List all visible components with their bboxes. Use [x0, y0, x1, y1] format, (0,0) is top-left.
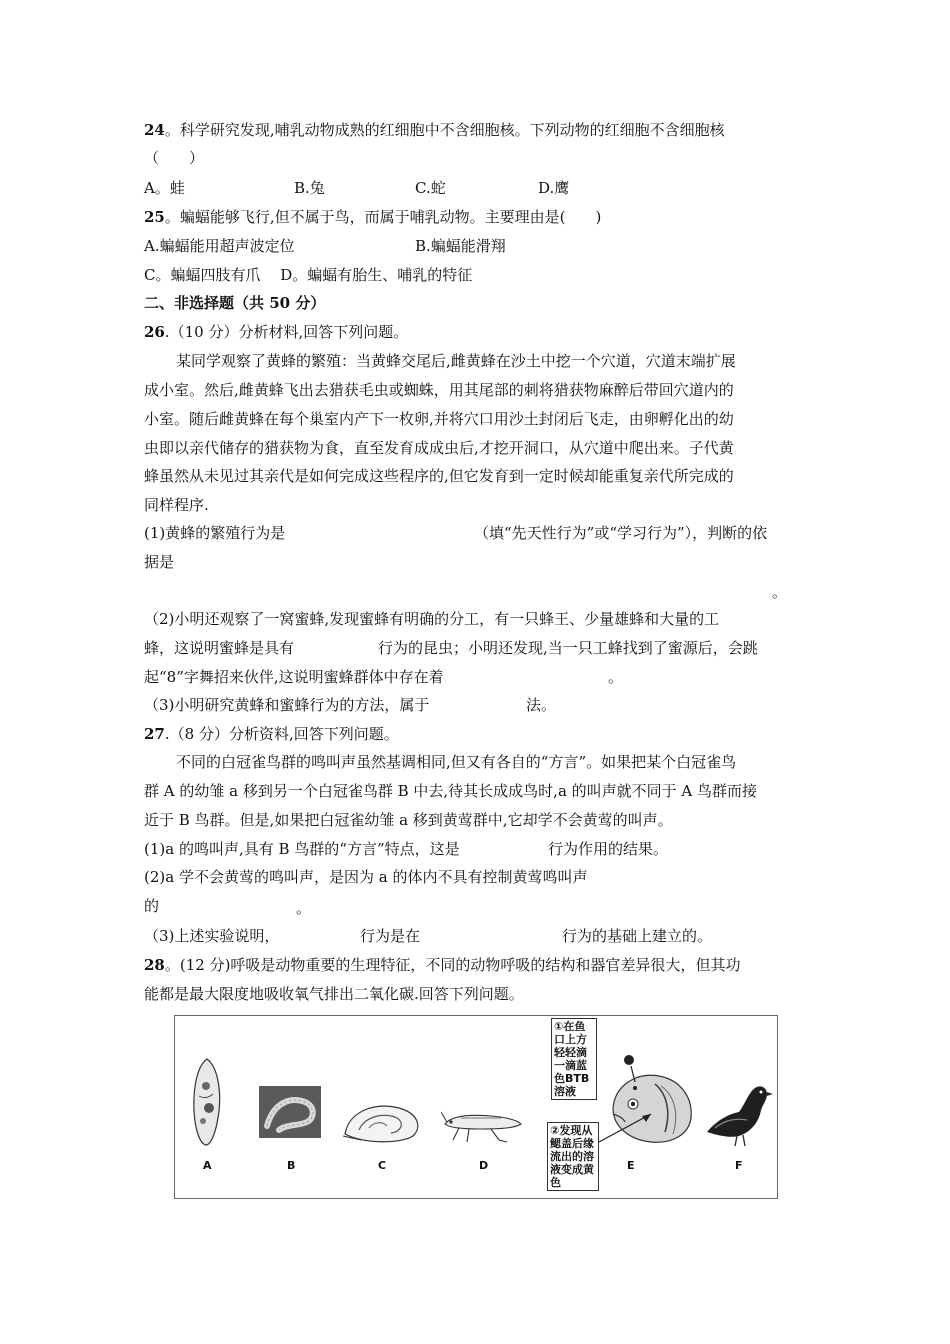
note-step2: ②发现从鳃盖后缘流出的溶液变成黄色 — [547, 1122, 599, 1191]
q27-sub3-part2: 行为是在 — [360, 927, 421, 945]
figure-label-f: F — [735, 1159, 743, 1172]
q26-sub2-line1: （2)小明还观察了一窝蜜蜂,发现蜜蜂有明确的分工，有一只蜂王、少量雄蜂和大量的工 — [144, 610, 720, 628]
q25-option-a: A.蝙蝠能用超声波定位 — [144, 237, 295, 255]
q28-head-text: 。(12 分)呼吸是动物重要的生理特征，不同的动物呼吸的结构和器官差异很大，但其功 — [164, 956, 741, 974]
grasshopper-image — [441, 1104, 525, 1146]
arrow-icon — [595, 1106, 661, 1146]
q26-material-line: 蜂虽然从未见过其亲代是如何完成这些程序的,但它发育到一定时候却能重复亲代所完成的 — [144, 467, 734, 485]
q24-option-a: A。蛙 — [144, 179, 185, 197]
q25-stem — [144, 207, 601, 227]
earthworm-image — [259, 1086, 321, 1138]
q26-sub2-line3: 起“8”字舞招来伙伴,这说明蜜蜂群体中存在着 — [144, 668, 444, 686]
q27-sub3-part1: （3)上述实验说明， — [144, 927, 280, 945]
q26-sub1-part2: （填“先天性行为”或“学习行为”），判断的依 — [474, 524, 768, 542]
q27-head — [144, 724, 399, 744]
q28-number: 28 — [144, 956, 165, 974]
q26-material-line: 某同学观察了黄蜂的繁殖：当黄蜂交尾后,雌黄蜂在沙土中挖一个穴道，穴道末端扩展 — [176, 352, 736, 370]
q27-sub2-line1: (2)a 学不会黄莺的鸣叫声，是因为 a 的体内不具有控制黄莺鸣叫声 — [144, 868, 588, 886]
figure-label-a: A — [203, 1159, 212, 1172]
q27-material-line: 不同的白冠雀鸟群的鸣叫声虽然基调相同,但又有各自的“方言”。如果把某个白冠雀鸟 — [176, 753, 737, 771]
q26-sub2-end: 。 — [608, 668, 624, 686]
q24-option-c: C.蛇 — [415, 179, 446, 197]
q27-sub2-end: 。 — [296, 899, 312, 917]
q27-sub3-part3: 行为的基础上建立的。 — [562, 927, 713, 945]
q26-head — [144, 322, 408, 342]
q26-sub3-part2: 法。 — [526, 696, 557, 714]
q25-option-cd: C。蝙蝠四肢有爪 D。蝙蝠有胎生、哺乳的特征 — [144, 266, 473, 284]
q26-sub1-part3: 据是 — [144, 553, 175, 571]
mollusc-image — [339, 1096, 425, 1146]
figure-label-c: C — [378, 1159, 387, 1172]
respiration-figure — [174, 1015, 778, 1199]
q27-number: 27 — [144, 725, 165, 743]
q26-number: 26 — [144, 323, 165, 341]
q24-option-d: D.鹰 — [538, 179, 570, 197]
q27-sub1-part2: 行为作用的结果。 — [548, 840, 669, 858]
q26-sub2-line2b: 行为的昆虫；小明还发现,当一只工蜂找到了蜜源后，会跳 — [378, 639, 758, 657]
figure-label-b: B — [287, 1159, 296, 1172]
q24-paren: （ ） — [144, 149, 205, 167]
q26-material-line: 小室。随后雌黄蜂在每个巢室内产下一枚卵,并将穴口用沙土封闭后飞走，由卵孵化出的幼 — [144, 410, 734, 428]
q24-stem — [144, 120, 725, 140]
figure-label-e: E — [627, 1159, 635, 1172]
q26-material-line: 成小室。然后,雌黄蜂飞出去猎获毛虫或蜘蛛，用其尾部的刺将猎获物麻醉后带回穴道内的 — [144, 381, 734, 399]
q26-material-line: 虫即以亲代储存的猎获物为食，直至发育成成虫后,才挖开洞口，从穴道中爬出来。子代黄 — [144, 439, 734, 457]
q27-sub1-part1: (1)a 的鸣叫声,具有 B 鸟群的“方言”特点，这是 — [144, 840, 460, 858]
q26-material-line: 同样程序. — [144, 496, 209, 514]
q28-head-line2: 能都是最大限度地吸收氧气排出二氧化碳.回答下列问题。 — [144, 985, 524, 1003]
q27-material-line: 群 A 的幼雏 a 移到另一个白冠雀鸟群 B 中去,待其长成成鸟时,a 的叫声就不同于 A 鸟群而接 — [144, 782, 758, 800]
q24-number: 24 — [144, 121, 165, 139]
pigeon-image — [703, 1074, 773, 1148]
section-title: 二、非选择题（共 50 分） — [144, 294, 326, 312]
q26-sub1-part1: (1)黄蜂的繁殖行为是 — [144, 524, 286, 542]
q26-sub2-line2a: 蜂，这说明蜜蜂是具有 — [144, 639, 295, 657]
q24-text: 。科学研究发现,哺乳动物成熟的红细胞中不含细胞核。下列动物的红细胞不含细胞核 — [164, 121, 725, 139]
q25-text: 。蝙蝠能够飞行,但不属于鸟，而属于哺乳动物。主要理由是( ) — [164, 208, 602, 226]
q25-option-b: B.蝙蝠能滑翔 — [415, 237, 506, 255]
paramecium-image — [189, 1056, 225, 1148]
figure-label-d: D — [479, 1159, 489, 1172]
note-step1: ①在鱼口上方轻轻滴一滴蓝色BTB溶液 — [551, 1018, 597, 1100]
q24-option-b: B.兔 — [294, 179, 325, 197]
q27-sub2-line2: 的 — [144, 897, 160, 915]
q27-head-text: .（8 分）分析资料,回答下列问题。 — [164, 725, 399, 743]
q28-head — [144, 955, 740, 975]
q26-sub3-part1: （3)小明研究黄蜂和蜜蜂行为的方法，属于 — [144, 696, 430, 714]
q25-number: 25 — [144, 208, 165, 226]
q26-head-text: .（10 分）分析材料,回答下列问题。 — [164, 323, 409, 341]
q27-material-line: 近于 B 鸟群。但是,如果把白冠雀幼雏 a 移到黄莺群中,它却学不会黄莺的叫声。 — [144, 811, 673, 829]
q26-sub1-end: 。 — [772, 583, 788, 601]
